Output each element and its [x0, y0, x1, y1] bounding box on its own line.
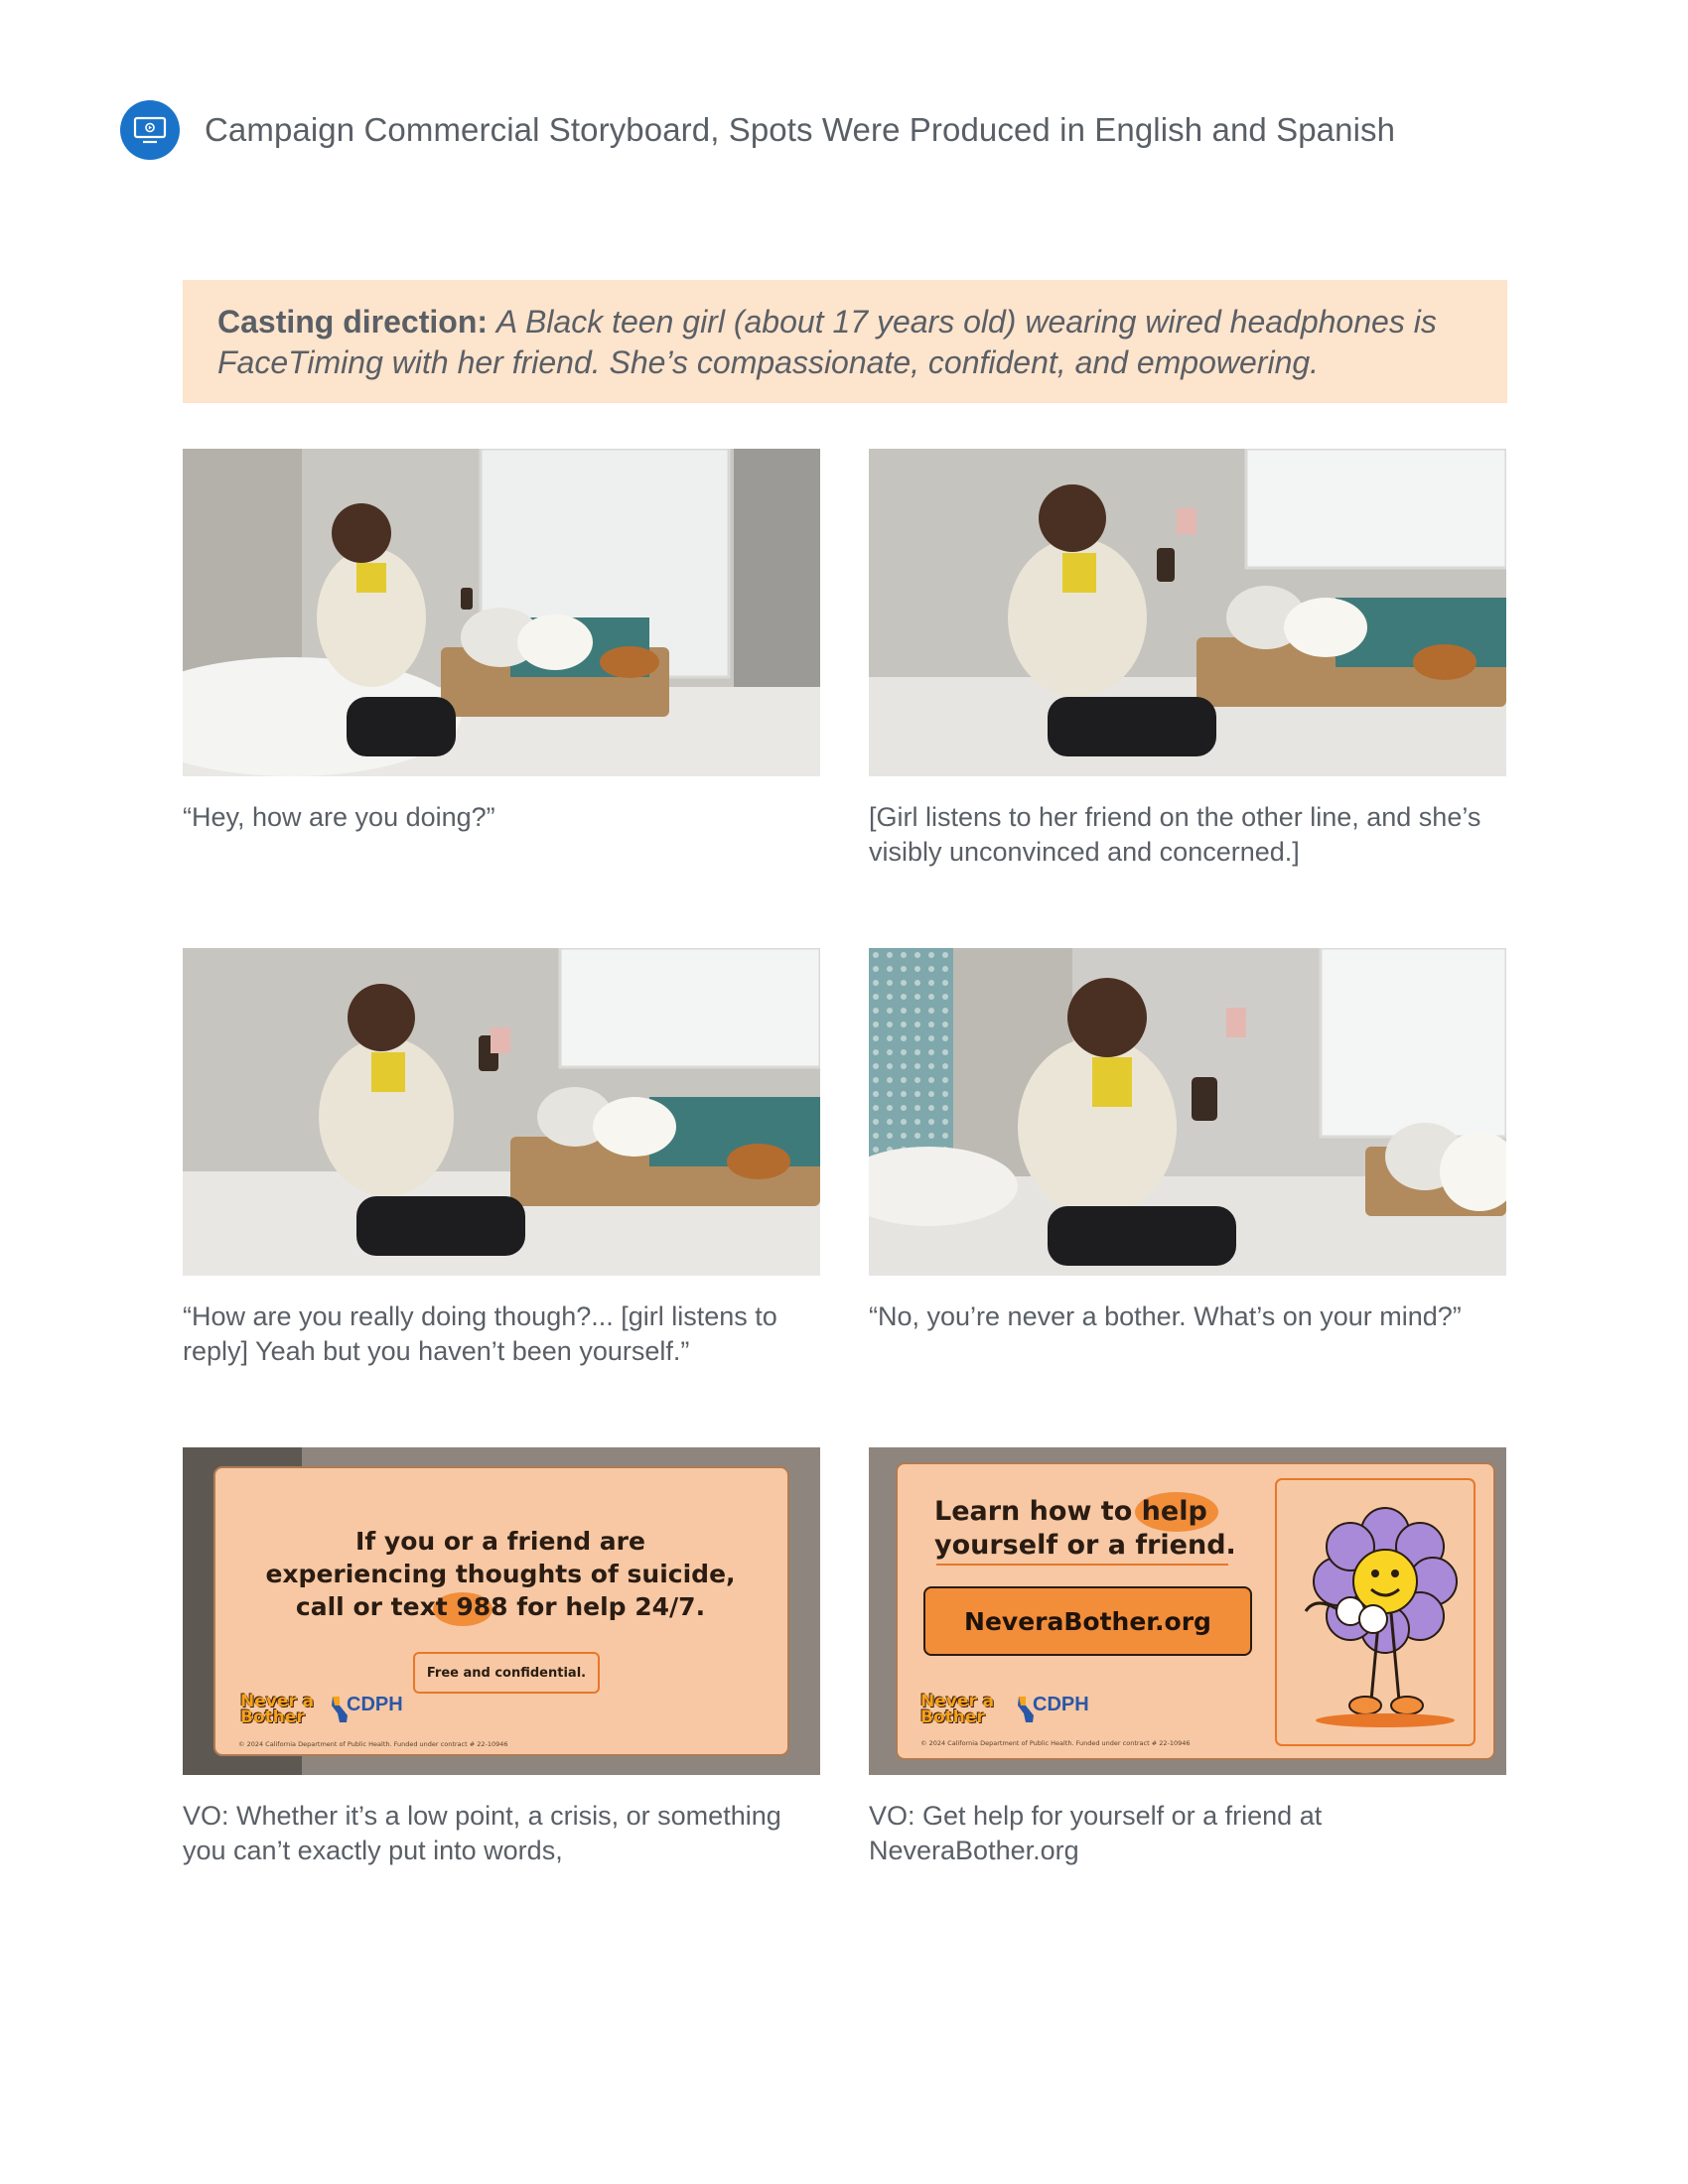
slide-b-help-word: help — [1141, 1496, 1207, 1527]
storyboard-frame-4 — [869, 948, 1506, 1276]
never-a-bother-logo — [240, 1694, 314, 1725]
logo-bother-text: Bother — [240, 1707, 305, 1727]
frame-5-caption: VO: Whether it’s a low point, a crisis, or something you can’t exactly put into words, — [183, 1801, 781, 1865]
slide-b-headline — [934, 1495, 1252, 1563]
frame-2-caption: [Girl listens to her friend on the other line, and she’s visibly unconvinced and concerned.] — [869, 802, 1481, 867]
frame-1-caption: “Hey, how are you doing?” — [183, 802, 495, 832]
flower-mascot-illustration — [1296, 1502, 1465, 1730]
slide-a-line-1: If you or a friend are — [355, 1527, 645, 1556]
casting-label: Casting direction: — [217, 304, 489, 340]
frame-3-caption: “How are you really doing though?... [girl listens to reply] Yeah but you haven’t been yourself.” — [183, 1301, 777, 1366]
slide-b-line-1-pre: Learn how to — [934, 1496, 1142, 1527]
storyboard-frame-1 — [183, 449, 820, 776]
website-url-box: NeveraBother.org — [923, 1586, 1252, 1656]
frame-4-caption: “No, you’re never a bother. What’s on your mind?” — [869, 1301, 1462, 1331]
logo-bother-text: Bother — [920, 1707, 985, 1727]
storyboard-frame-5 — [183, 1447, 820, 1775]
logo-never-text: Never a — [240, 1692, 315, 1711]
slide-b-line-2: yourself or a friend. — [934, 1530, 1236, 1561]
slide-a-line-3-pre: call or text — [295, 1592, 457, 1621]
slide-a-hotline-number: 988 — [456, 1592, 508, 1621]
casting-direction-box — [183, 280, 1507, 403]
storyboard-frame-2 — [869, 449, 1506, 776]
cdph-logo: CDPH — [347, 1694, 403, 1715]
tv-icon — [120, 100, 180, 160]
free-confidential-badge: Free and confidential. — [413, 1652, 600, 1694]
cdph-logo: CDPH — [1033, 1694, 1089, 1715]
page-title: Campaign Commercial Storyboard, Spots Were Produced in English and Spanish — [205, 111, 1396, 148]
logo-never-text: Never a — [920, 1692, 995, 1711]
page-header — [120, 100, 1395, 160]
casting-text: A Black teen girl (about 17 years old) wearing wired headphones is FaceTiming with her friend. She’s compassionate, confident, and empowering. — [217, 304, 1437, 380]
slide-a-legal-text: © 2024 California Department of Public Health. Funded under contract # 22-10946 — [238, 1740, 508, 1748]
slide-a-line-2: experiencing thoughts of suicide, — [265, 1560, 736, 1588]
slide-a-line-3-post: for help 24/7. — [507, 1592, 706, 1621]
storyboard-frame-3 — [183, 948, 820, 1276]
slide-b-line-1 — [934, 1495, 1252, 1529]
frame-6-caption: VO: Get help for yourself or a friend at NeveraBother.org — [869, 1801, 1323, 1865]
never-a-bother-logo — [920, 1694, 994, 1725]
storyboard-frame-6 — [869, 1447, 1506, 1775]
slide-a-headline — [252, 1525, 749, 1623]
slide-a-line-3 — [252, 1590, 749, 1623]
slide-b-legal-text: © 2024 California Department of Public Health. Funded under contract # 22-10946 — [920, 1739, 1191, 1747]
